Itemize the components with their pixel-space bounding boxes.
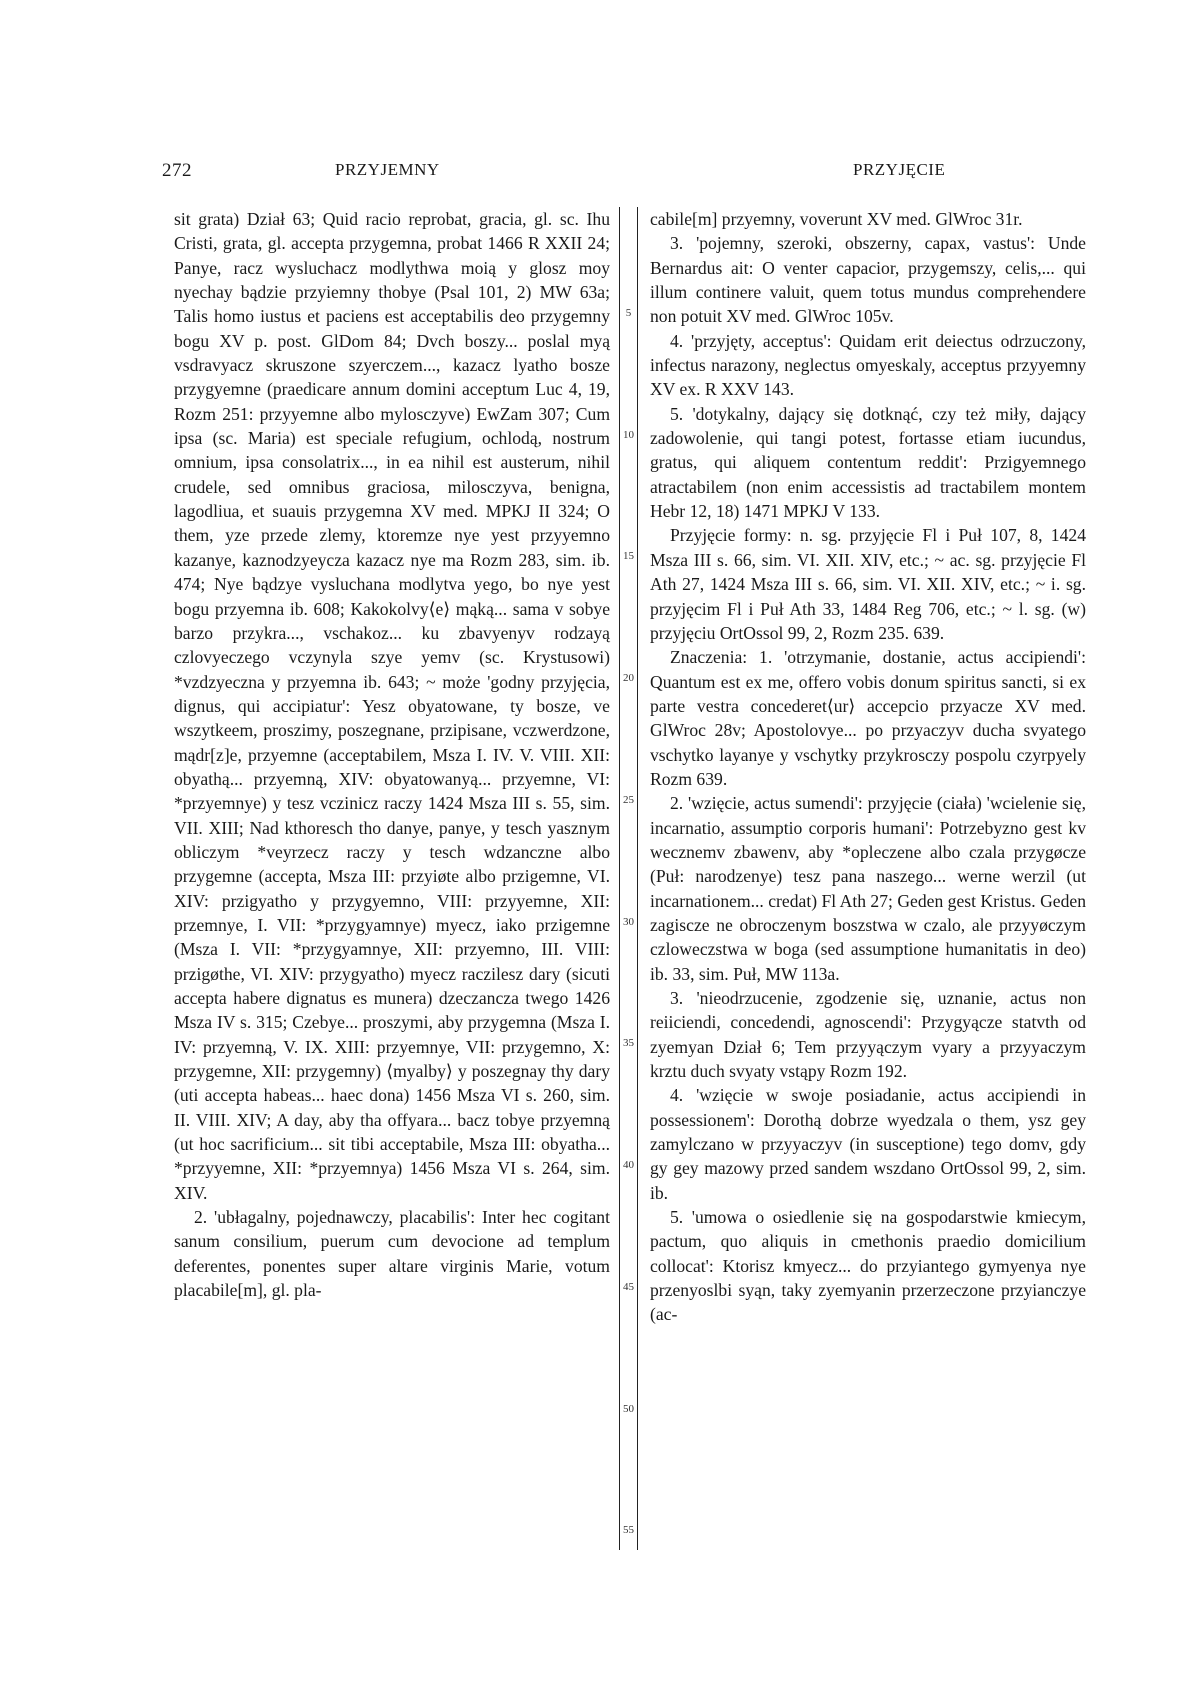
line-number: 25 xyxy=(623,794,634,806)
entry-paragraph: sit grata) Dział 63; Quid racio reprobat, gracia, gl. sc. Ihu Cristi, grata, gl. accepta przygemna, probat 1466 R XXII 24; Panye, racz wysluchacz modlythwa moią y glosz moy nyechay bądzie przyiemny thobye (Psal 101, 2) MW 63a; Talis homo iustus et paciens est acceptabilis deo przygemny bogu XV p. post. GlDom 84; Dvch boszy... poslal myą vsdravyacz skruszone szyerczem..., kazacz lyatho bosze przygyemne (praedicare annum domini acceptum Luc 4, 19, Rozm 251: przyyemne albo mylosczyve) EwZam 307; Cum ipsa (sc. Maria) est speciale refugium, ochlodą, nostrum omnium, ipsa consolatrix..., in ea nihil est austerum, nihil crudele, sed omnibus graciosa, milosczyva, benigna, lagodliua, et suauis przygemna XV med. MPKJ II 324; O them, yze przede zlemy, ktoremze nye yest przyyemno kazanye, kaznodzyeycza kazacz nye ma Rozm 283, sim. ib. 474; Nye bądzye vysluchana modlytva yego, bo nye yest bogu przyemna ib. 608; Kakokolvy⟨e⟩ mąką... sama v sobye barzo przykra..., vschakoz... ku zbavyenyv rodzayą czlovyeczego vczynyla szye yemv (sc. Krystusowi) *vzdzyeczna y przyemna ib. 643; ~ może 'godny przyjęcia, dignus, qui accipiatur': Yesz obyatowane, ty bosze, ve wszytkeem, proszimy, poszegnane, przipisane, vczwerdzone, mądr[z]e, przyemne (acceptabilem, Msza I. IV. V. VIII. XII: obyathą... przyemną, XIV: obyatowanyą... przyemne, VI: *przyemnye) y tesz vczinicz raczy 1424 Msza III s. 55, sim. VII. XIII; Nad kthoresch tho danye, panye, y tesch yasznym obliczym *veyrzecz raczy y tesch wdzanczne albo przygemne (accepta, Msza III: przyiøte albo przigemne, VI. XIV: przigyatho y przygyemno, VIII: przyyemne, XII: przemnye, I. VII: *przygyamnye) myecz, iako przigemne (Msza I. VII: *przygyamnye, XII: przyemno, III. VIII: przigøthe, VI. XIV: przygyatho) myecz raczilesz dary (sicuti accepta habere dignatus es munera) dzeczancza twego 1426 Msza IV s. 315; Czebye... proszymi, aby przygemna (Msza I. IV: przyemną, V. IX. XIII: przyemnye, VII: przygemno, X: przygemne, XII: przygemny) ⟨myalby⟩ y poszegnay thy dary (uti accepta habeas... haec dona) 1456 Msza VI s. 260, sim. II. VIII. XIV; A day, aby tha offyara... bacz tobye przyemną (ut hoc sacrificium... sit tibi acceptabile, Msza III: obyatha... *przyyemne, XII: *przyemnya) 1456 Msza VI s. 264, sim. XIV. xyxy=(174,209,610,1203)
line-number: 40 xyxy=(623,1159,634,1171)
left-column xyxy=(174,207,610,1302)
line-number: 45 xyxy=(623,1281,634,1293)
entry-paragraph: cabile[m] przyemny, voverunt XV med. GlWroc 31r. xyxy=(650,209,1023,229)
entry-paragraph: 5. 'dotykalny, dający się dotknąć, czy też miły, dający zadowolenie, qui tangi potest, fortasse etiam iucundus, gratus, qui aliquem contentum reddit': Przigyemnego atractabilem (non enim accessistis ad tractabilem montem Hebr 12, 18) 1471 MPKJ V 133. xyxy=(650,403,1086,522)
line-number: 5 xyxy=(625,307,632,319)
page-number: 272 xyxy=(162,160,192,181)
line-number: 35 xyxy=(623,1037,634,1049)
entry-paragraph: Znaczenia: 1. 'otrzymanie, dostanie, actus accipiendi': Quantum est ex me, offero vobis donum spiritus sancti, si ex parte vestra concederet⟨ur⟩ accepcio przyacze XV med. GlWroc 28v; Apostolovye... po przyaczyv ducha svyatego vschytko layanye y vschytky przykrosczy pospolu czyrpyely Rozm 639. xyxy=(650,647,1086,789)
entry-paragraph: 3. 'pojemny, szeroki, obszerny, capax, vastus': Unde Bernardus ait: O venter capacior, przygemszy, celis,... qui illum continere valuit, quem totus mundus comprehendere non potuit XV med. GlWroc 105v. xyxy=(650,233,1086,327)
entry-paragraph: 3. 'nieodrzucenie, zgodzenie się, uznanie, actus non reiiciendi, concedendi, agnoscendi': Przygyącze statvth od zyemyan Dział 6; Tem przyyączym vyary a przyyaczym krztu duch svyaty vstąpy Rozm 192. xyxy=(650,988,1086,1082)
column-rule-left xyxy=(619,207,620,1550)
line-number: 10 xyxy=(623,429,634,441)
line-number: 15 xyxy=(623,550,634,562)
entry-paragraph: 4. 'przyjęty, acceptus': Quidam erit deiectus odrzuczony, infectus narazony, neglectus omyeskaly, acceptus przyyemny XV ex. R XXV 143. xyxy=(650,330,1086,400)
running-head-right: PRZYJĘCIE xyxy=(853,160,946,179)
line-number: 30 xyxy=(623,916,634,928)
running-head-left: PRZYJEMNY xyxy=(335,160,440,179)
right-column xyxy=(650,207,1086,1327)
line-number: 55 xyxy=(623,1524,634,1536)
line-number: 20 xyxy=(623,672,634,684)
entry-paragraph: 2. 'wzięcie, actus sumendi': przyjęcie (ciała) 'wcielenie się, incarnatio, assumptio corporis humani': Potrzebyzno gest kv wecznemv zbawenv, aby *opleczene albo czala przygøcze (Puł: narodzenye) tesz pana naszego... werne werzil (ut incarnationem... credat) Fl Ath 27; Geden gest Kristus. Geden zagiscze ne obroczenym boszstwa w czalo, ale przyyøczym czloweczstwa w boga (sed assumptione humanitatis in deo) ib. 33, sim. Puł, MW 113a. xyxy=(650,793,1086,984)
line-number: 50 xyxy=(623,1403,634,1415)
column-rule-right xyxy=(637,207,638,1550)
entry-paragraph: 2. 'ubłagalny, pojednawczy, placabilis': Inter hec cogitant sanum consilium, puerum cum devocione ad templum deferentes, ponentes super altare virginis Marie, votum placabile[m], gl. pla- xyxy=(174,1207,610,1301)
entry-paragraph: 5. 'umowa o osiedlenie się na gospodarstwie kmiecym, pactum, quo aliquis in cmethonis praedio domicilium collocat': Ktorisz kmyecz... do przyiantego gymyenya nye przenyoslbi syąn, taky zyemyanin przerzeczone przyianczye (ac- xyxy=(650,1207,1086,1325)
entry-paragraph: 4. 'wzięcie w swoje posiadanie, actus accipiendi in possessionem': Dorothą dobrze wyedzala o them, ysz gey zamylczano w przyyaczyv (in susceptione) tego domv, gdy gy gey mazowy przed sandem wszdano OrtOssol 99, 2, sim. ib. xyxy=(650,1085,1086,1203)
entry-heading-paragraph: Przyjęcie formy: n. sg. przyjęcie Fl i Puł 107, 8, 1424 Msza III s. 66, sim. VI. XII. XIV, etc.; ~ ac. sg. przyjęcie Fl Ath 27, 1424 Msza III s. 66, sim. VI. XII. XIV, etc.; ~ i. sg. przyjęcim Fl i Puł Ath 33, 1484 Reg 706, etc.; ~ l. sg. (w) przyjęciu OrtOssol 99, 2, Rozm 235. 639. xyxy=(650,525,1086,643)
